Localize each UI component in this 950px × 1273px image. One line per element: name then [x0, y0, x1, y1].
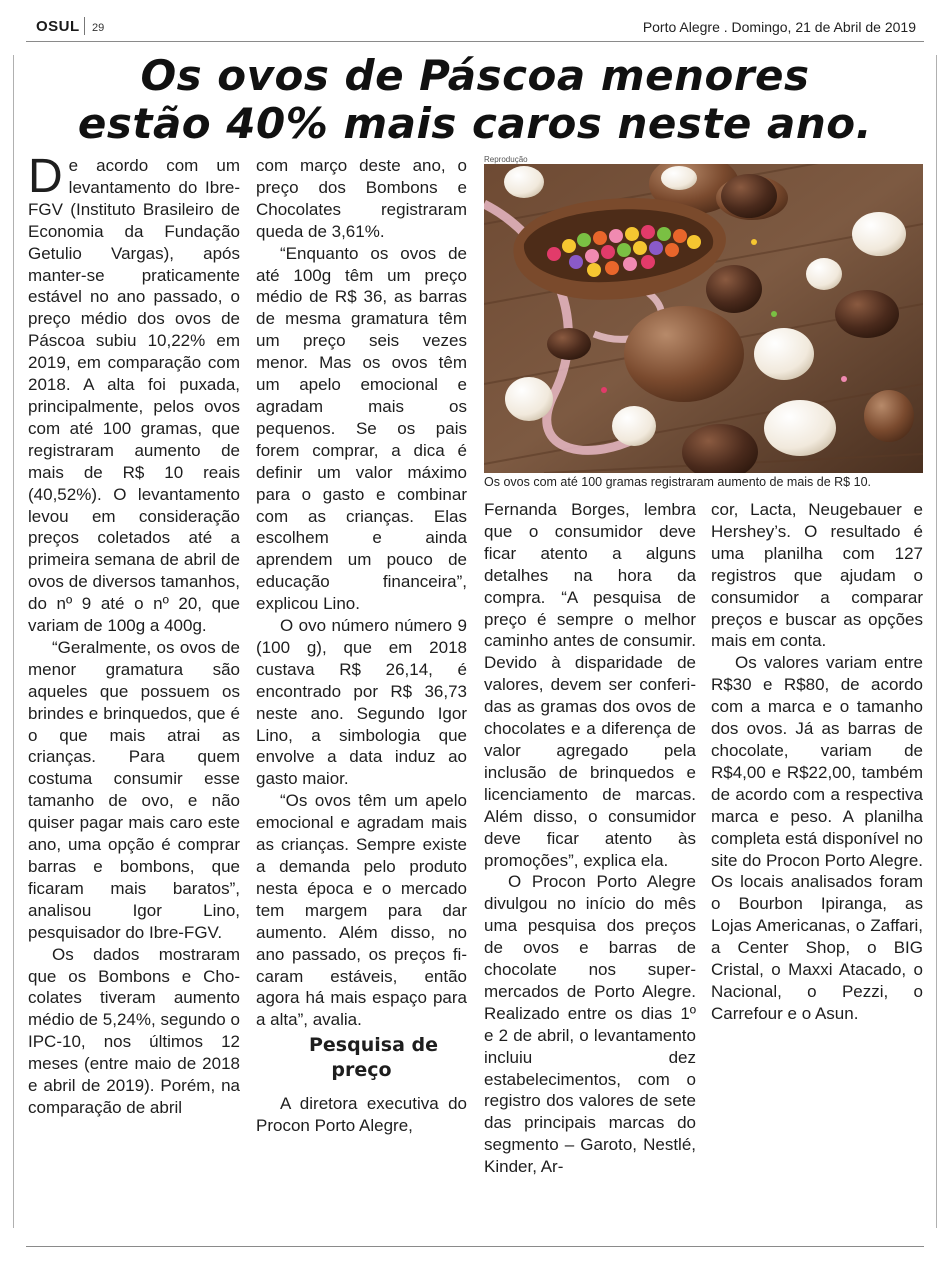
- photo-caption: Os ovos com até 100 gramas registraram aumento de mais de R$ 10.: [484, 475, 871, 489]
- article-paragraph: cor, Lacta, Neugebauer e Hershey’s. O resultado é uma planilha com 127 registros que ajudam o consumidor a comparar preços e buscar as opções mais em conta.: [711, 500, 923, 651]
- headline: [24, 52, 926, 148]
- dateline: Porto Alegre . Domingo, 21 de Abril de 2019: [642, 19, 916, 35]
- article-paragraph: “Enquanto os ovos de até 100g têm um preço médio de R$ 36, as barras de mesma gramatura têm um preço seis vezes menor. Mas os ovos têm um apelo emocional e agradam mais os pequenos. Se os pais forem comprar, a dica é definir um valor máximo para o gasto e combinar com as crianças. Elas escolhem e ainda aprendem um pouco de educação financeira”, explicou Lino.: [256, 243, 467, 614]
- page-header: [26, 14, 924, 42]
- article-paragraph: com março deste ano, o preço dos Bombons e Chocolates registraram queda de 3,61%.: [256, 156, 467, 241]
- left-border: [13, 55, 14, 1228]
- article-paragraph: A diretora executiva do Procon Porto Alegre,: [256, 1094, 467, 1136]
- article-paragraph: Fernanda Borges, lembra que o consumidor deve ficar atento a alguns detalhes na hora da compra. “A pesquisa de preço é sempre o melhor caminho antes de consumir. Devido à disparidade de valores, devem ser conferidas as gramas dos ovos de chocolates e a diferença de valor agregado pela inclusão de brinquedos e licenciamento de marcas. Além disso, o consumidor deve ficar atento às promoções”, explica ela.: [484, 500, 696, 870]
- article-column-1: [28, 150, 240, 1119]
- section-subhead: Pesquisa de preço: [309, 1034, 438, 1082]
- article-column-3: [484, 499, 696, 1178]
- article-paragraph: “Geralmente, os ovos de menor gramatura são aqueles que possuem os brindes e brinquedos, que é o que mais atrai as crianças. Para quem costuma consumir esse tamanho de ovo, e não quiser pagar mais caro este ano, uma opção é comprar barras e bombons, que ficaram mais baratos”, analisou Igor Lino, pesquisador do Ibre-FGV.: [28, 637, 240, 942]
- header-divider: [84, 17, 85, 35]
- article-paragraph: Os dados mostraram que os Bombons e Chocolates tiveram aumento médio de 5,24%, segundo o IPC-10, nos últimos 12 meses (entre maio de 2018 e abril de 2019). Porém, na comparação de abril: [28, 944, 240, 1117]
- headline-line-1: Os ovos de Páscoa menores: [140, 51, 810, 100]
- easter-eggs-photo: [484, 164, 923, 473]
- footer-rule: [26, 1246, 924, 1247]
- article-paragraph: O ovo número número 9 (100 g), que em 2018 custava R$ 26,14, é encontrado por R$ 36,73 neste ano. Segundo Igor Lino, a simbologia que envolve a data induz ao gasto maior.: [256, 616, 467, 789]
- headline-line-2: estão 40% mais caros neste ano.: [77, 99, 873, 148]
- article-paragraph: Os valores variam entre R$30 e R$80, de acordo com a marca e o tamanho dos ovos. Já as barras de chocolate, variam de R$4,00 e R$22,00, também de acordo com a respectiva marca e peso. A planilha completa está disponível no site do Procon Porto Alegre. Os locais analisados foram o Bourbon Ipiranga, as Lojas Americanas, o Zaffari, a Center Shop, o BIG Cristal, o Maxxi Atacado, o Nacional, o Pezzi, o Carrefour e o Asun.: [711, 653, 923, 1023]
- article-paragraph: “Os ovos têm um apelo emocional e agradam mais as crianças. Sempre existe a demanda pelo produto nesta época e o mercado tem margem para dar aumento. Além disso, no ano passado, os preços ficaram estáveis, então agora há mais espaço para a alta”, avalia.: [256, 791, 467, 1030]
- right-border: [936, 55, 937, 1228]
- page-number: 29: [92, 22, 105, 34]
- article-paragraph: De acordo com um levantamento do Ibre-FGV (Instituto Brasileiro de Economia da Fundação Getulio Vargas), após manter-se praticamente estável no ano passado, o preço médio dos ovos de Páscoa subiu 10,22% em 2019, em comparação com 2018. A alta foi puxada, principalmente, pelos ovos com até 100 gramas, que registraram aumento de mais de R$ 10 reais (40,52%). O levantamento levou em consideração preços coletados até a primeira semana de abril de ovos de diversos tamanhos, do nº 9 até o nº 20, que variam de 100g a 400g.: [28, 150, 240, 636]
- drop-cap: D: [28, 150, 63, 203]
- newspaper-brand: OSUL: [36, 18, 80, 35]
- photo-credit: Reprodução: [484, 155, 528, 164]
- article-paragraph: O Procon Porto Alegre divulgou no início do mês uma pesquisa dos preços de ovos e barras de chocolate nos supermercados de Porto Alegre. Realizado entre os dias 1º e 2 de abril, o levantamento incluiu dez estabelecimentos, com o registro dos valores de sete das principais marcas do segmento – Garoto, Nestlé, Kinder, Ar-: [484, 872, 696, 1177]
- article-column-2: [256, 155, 467, 1137]
- article-column-4: [711, 499, 923, 1025]
